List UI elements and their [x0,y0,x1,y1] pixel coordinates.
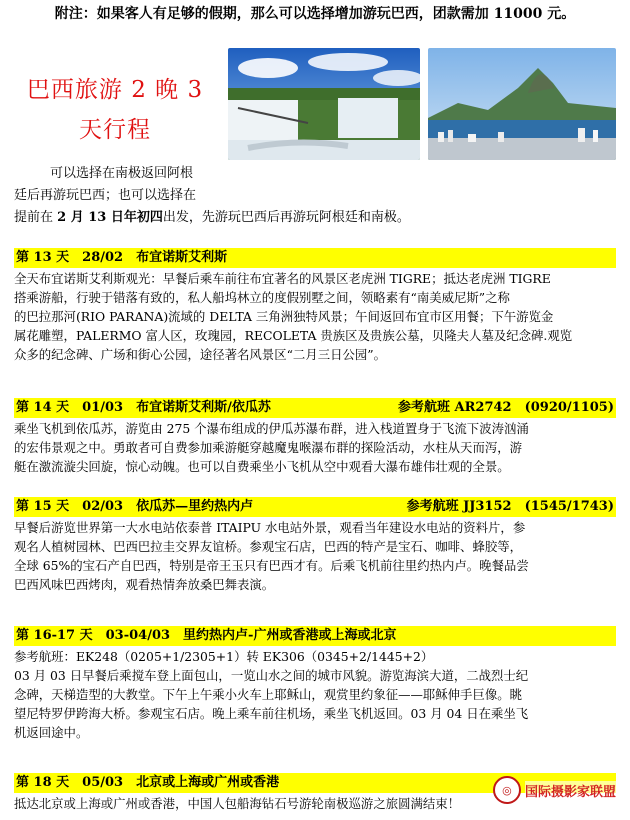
day-title: 第 18 天 05/03 北京或上海或广州或香港 [16,775,280,790]
intro-line-2: 廷后再游玩巴西；也可以选择在 [14,188,197,203]
day-description-16-17 [14,647,616,742]
intro-line-1: 可以选择在南极返回阿根 [50,166,194,181]
text-line: 属花雕塑，PALERMO 富人区，玫瑰园，RECOLETA 贵族区及贵族公墓，贝隆夫人墓及纪念碑.观览 [14,328,573,343]
day-description-15 [14,518,616,594]
text-line: 全天布宜诺斯艾利斯观光：早餐后乘车前往布宜著名的风景区老虎洲 TIGRE；抵达老虎洲 TIGRE [14,271,551,286]
text-line: 的宏伟景观之中。勇敢者可自费参加乘游艇穿越魔鬼喉瀑布群的探险活动，水柱从天而泻，游 [14,440,523,455]
day-header-16-17 [14,626,616,646]
intro-line-3-prefix: 提前在 [14,210,58,225]
text-line: 全球 65%的宝石产自巴西，特别是帝王玉只有巴西才有。后乘飞机前往里约热内卢。晚餐品尝 [14,558,529,573]
watermark-logo [493,776,616,804]
waterfall-photo [228,48,420,160]
text-line: 乘坐飞机到依瓜苏，游览由 275 个瀑布组成的伊瓜苏瀑布群，进入栈道置身于飞流下波涛汹涌 [14,421,529,436]
day-header-14 [14,398,616,418]
text-line: 03 月 03 日早餐后乘搅车登上面包山，一览山水之间的城市风貌。游览海滨大道，二战烈士纪 [14,668,529,683]
text-line: 众多的纪念碑、广场和街心公园，途径著名风景区“二月三日公园”。 [14,347,386,362]
day-flight: 参考航班 JJ3152 (1545/1743) [406,499,614,514]
supplement-note: 附注：如果客人有足够的假期，那么可以选择增加游玩巴西，团款需加 11000 元。 [54,6,576,22]
day-title: 第 13 天 28/02 布宜诺斯艾利斯 [16,250,228,265]
text-line: 观名人植树园林、巴西巴拉圭交界友谊桥。参观宝石店，巴西的特产是宝石、咖啡、蜂胶等， [14,539,523,554]
day-header-15 [14,497,616,517]
day-description-14 [14,419,616,476]
text-line: 抵达北京或上海或广州或香港，中国人包船海钻石号游轮南极巡游之旅圆满结束！ [14,796,461,811]
text-line: 的巴拉那河(RIO PARANA)流域的 DELTA 三角洲独特风景；午间返回布宜市区用餐；下午游览金 [14,309,554,324]
rio-bay-photo [428,48,616,160]
seal-icon: ◎ [493,776,521,804]
title-line-1: 巴西旅游 2 晚 3 [26,77,204,103]
intro-departure-date: 2 月 13 日年初四 [57,210,163,225]
intro-line-3-suffix: 出发，先游玩巴西后再游玩阿根廷和南极。 [162,210,410,225]
day-flight: 参考航班 AR2742 (0920/1105) [397,400,614,415]
text-line: 早餐后游览世界第一大水电站依泰普 ITAIPU 水电站外景，观看当年建设水电站的资料片，参 [14,520,526,535]
text-line: 巴西风味巴西烤肉，观看热情奔放桑巴舞表演。 [14,577,275,592]
day-header-13 [14,248,616,268]
text-line: 搭乘游船，行驶于错落有致的，私人船坞林立的度假别墅之间，领略素有“南美威尼斯”之称 [14,290,510,305]
day-title: 第 14 天 01/03 布宜诺斯艾利斯/依瓜苏 [16,400,271,415]
day-description-13 [14,269,616,364]
watermark-text: 国际摄影家联盟 [525,781,616,800]
title-line-2: 天行程 [79,117,151,143]
page-title [10,70,220,150]
text-line: 艇在激流漩尖回旋，惊心动魄。也可以自费乘坐小飞机从空中观看大瀑布雄伟壮观的全景。 [14,459,510,474]
intro-paragraph [14,163,410,229]
day-title: 第 16-17 天 03-04/03 里约热内卢-广州或香港或上海或北京 [16,628,397,643]
intro-line-3 [14,207,410,229]
day-title: 第 15 天 02/03 依瓜苏—里约热内卢 [16,499,254,514]
text-line: 念碑，天梯造型的大教堂。下午上午乘小火车上耶稣山，观赏里约象征——耶稣伸手巨像。眺 [14,687,523,702]
text-line: 望尼特罗伊跨海大桥。参观宝石店。晚上乘车前往机场，乘坐飞机返回。03 月 04 日在乘坐飞 [14,706,529,721]
text-line: 机返回途中。 [14,725,89,740]
text-line: 参考航班：EK248（0205+1/2305+1）转 EK306（0345+2/1445+2） [14,649,434,664]
